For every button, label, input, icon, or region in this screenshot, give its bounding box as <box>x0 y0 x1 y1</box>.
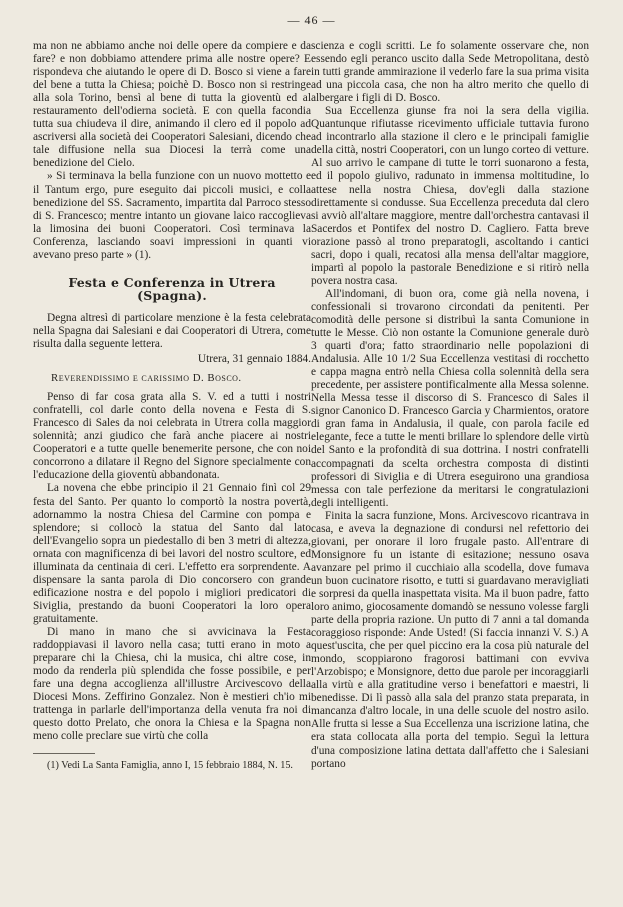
paragraph: Finita la sacra funzione, Mons. Arcivescovo ricantrava in casa, e aveva la degnazione di condursi nel refettorio dei giovani, per onorare il loro frugale pasto. All'entrare di Monsignore fu un istante di esitazione; nessuno osava avanzare pel primo il cucchiaio alla scodella, dove fumava un buon cucinatore risotto, e tutti si guardavano meravigliati e sorpresi da quella inaspettata visita. Ma il buon padre, fatto loro animo, giocosamente domandò se nessuno volesse fargli parte della propria razione. Un putto di 7 anni a tal domanda coraggioso risponde: Ande Usted! (Si faccia innanzi V. S.) A quest'uscita, che per quel piccino era la cosa più naturale del mondo, scoppiarono fragorosi battimani con evviva l'Arzobispo; e Monsignore, detto due parole per incoraggiarli alla virtù e alla gratitudine verso i benefattori e maestri, li benedisse. Di lì passò alla sala del pranzo stata preparata, in mancanza d'altro locale, in una delle scuole del nostro asilo. Alle frutta si lesse a Sua Eccellenza una iscrizione latina, che era stata collocata alla porta del tempio. Seguì la lettura d'una composizione latina dettata dall'affetto che i Salesiani portano <box>311 509 589 770</box>
right-column <box>311 40 589 771</box>
paragraph: Di mano in mano che si avvicinava la Festa raddoppiavasi il lavoro nella casa; tutti erano in moto a preparare chi la Chiesa, chi la musica, chi altre cose, in modo da renderla più splendida che fosse possibile, e per fare una degna accoglienza all'illustre Arcivescovo della Diocesi Mons. Zeffirino Gonzalez. Non è mestieri ch'io mi trattenga in parlarle dell'importanza della venuta fra noi di questo dotto Prelato, che onora la Chiesa e la Spagna non meno colle preclare sue virtù che colla <box>33 625 311 743</box>
paragraph: scienza e cogli scritti. Le fo solamente osservare che, non essendo egli peranco uscito dalla Sede Metropolitana, destò in tutti grande ammirazione il vederlo fare la sua prima visita ad una piccola casa, che non ha altro merito che quello di albergare i figli di D. Bosco. <box>311 40 589 105</box>
paragraph: Sua Eccellenza giunse fra noi la sera della vigilia. Quantunque rifiutasse ricevimento ufficiale tuttavia furono ad incontrarlo alla stazione il clero e le principali famiglie della città, nostri Cooperatori, con un lungo corteo di vetture. Al suo arrivo le campane di tutte le torri suonarono a festa, ed il popolo giulivo, radunato in immensa moltitudine, lo attese nella nostra Chiesa, dov'egli dalla stazione direttamente si condusse. Sua Eccellenza preceduta dal clero si avviò all'altare maggiore, mentre dall'orchestra cantavasi il Sacerdos et Pontifex del nostro D. Cagliero. Fatta breve orazione passò al trono preparatogli, ascoltando i cantici sacri, dopo i quali, recatosi alla mensa dell'altar maggiore, impartì al popolo la pastorale Benedizione e si ritirò nella povera nostra casa. <box>311 105 589 287</box>
paragraph: » Si terminava la bella funzione con un nuovo mottetto e il Tantum ergo, pure eseguito dai piccoli musici, e colla benedizione del SS. Sacramento, impartita dal Parroco stesso di S. Francesco; mentre intanto un giovane laico raccoglieva la limosina dei buoni Cooperatori. Così terminava la Conferenza, lasciando soavi impressioni in quanti vi avevano preso parte » (1). <box>33 170 311 261</box>
footnote: (1) Vedi La Santa Famiglia, anno I, 15 febbraio 1884, N. 15. <box>47 760 293 772</box>
paragraph: All'indomani, di buon ora, come già nella novena, i confessionali si trovarono circondati da penitenti. Per comodità delle persone si distribuì la santa Comunione in tutte le Messe. Ciò non ostante la Comunione generale durò 3 quarti d'ora; fatto straordinario nelle popolazioni di Andalusia. Alle 10 1/2 Sua Eccellenza vestitasi di rocchetto e cappa magna entrò nella Chiesa colla solennità della sera precedente, per assistere pontificalmente alla Messa solenne. Nella Messa tesse il discorso di S. Francesco di Sales il signor Canonico D. Francesco Garcia y Charmientos, oratore di gran fama in Andalusia, il quale, con parola facile ed elegante, fece a tutte le menti brillare lo splendore delle virtù del Santo e la profondità di sua dottrina. I nostri confratelli accompagnati da scelta orchestra composta di distinti professori di Siviglia e di Utrera eseguirono una grandiosa messa con tale perfezione da meritarsi le congratulazioni degli intelligenti. <box>311 287 589 509</box>
footnote-divider <box>33 753 95 754</box>
paragraph: La novena che ebbe principio il 21 Gennaio finì col 29 festa del Santo. Per quanto lo comportò la nostra povertà, adornammo la nostra Chiesa del Carmine con pompa e splendore; si collocò la statua del Santo dal lato dell'Evangelio sopra un piedestallo di ben 3 metri di altezza, ornata con magnificenza di bei lavori del nostro scultore, ed illuminata da centinaia di ceri. L'effetto era sorprendente. A dispensare la santa parola di Dio concorsero con grande edificazione nostra e del popolo i migliori predicatori di Siviglia, prestando da buoni Cooperatori la loro opera gratuitamente. <box>33 482 311 625</box>
paragraph: Degna altresì di particolare menzione è la festa celebrata nella Spagna dai Salesiani e dai Cooperatori di Utrera, come risulta dalla seguente lettera. <box>33 311 311 350</box>
section-title: Festa e Conferenza in Utrera (Spagna). <box>68 274 276 303</box>
page-number: — 46 — <box>287 13 336 27</box>
letter-salutation: Reverendissimo e carissimo D. Bosco. <box>51 372 242 385</box>
left-column <box>33 40 311 773</box>
letter-dateline: Utrera, 31 gennaio 1884. <box>197 353 311 366</box>
paragraph: Penso di far cosa grata alla S. V. ed a tutti i nostri confratelli, col darle conto della novena e Festa di S. Francesco di Sales da noi celebrata in Utrera colla maggior solennità; anzi giudico che farà anche piacere ai nostri Cooperatori e a tutte quelle benemerite persone, che con noi concorrono a dilatare il Regno del Signore specialmente con l'educazione della gioventù abbandonata. <box>33 391 311 482</box>
paragraph: ma non ne abbiamo anche noi delle opere da compiere e da fare? e non dobbiamo attendere prima alle nostre opere? E rispondeva che aiutando le opere di D. Bosco si viene a fare del bene a tutta la Chiesa; poichè D. Bosco non si restringe alla sola Torino, bensì al bene di tutta la gioventù ed al restauramento dell'odierna società. E con quella facondia tutta sua chiudeva il dire, animando il clero ed il popolo ad ascriversi alla società dei Cooperatori Salesiani, dicendo che tale diffusione nella sua Diocesi la terrà come una benedizione del Cielo. <box>33 40 311 170</box>
